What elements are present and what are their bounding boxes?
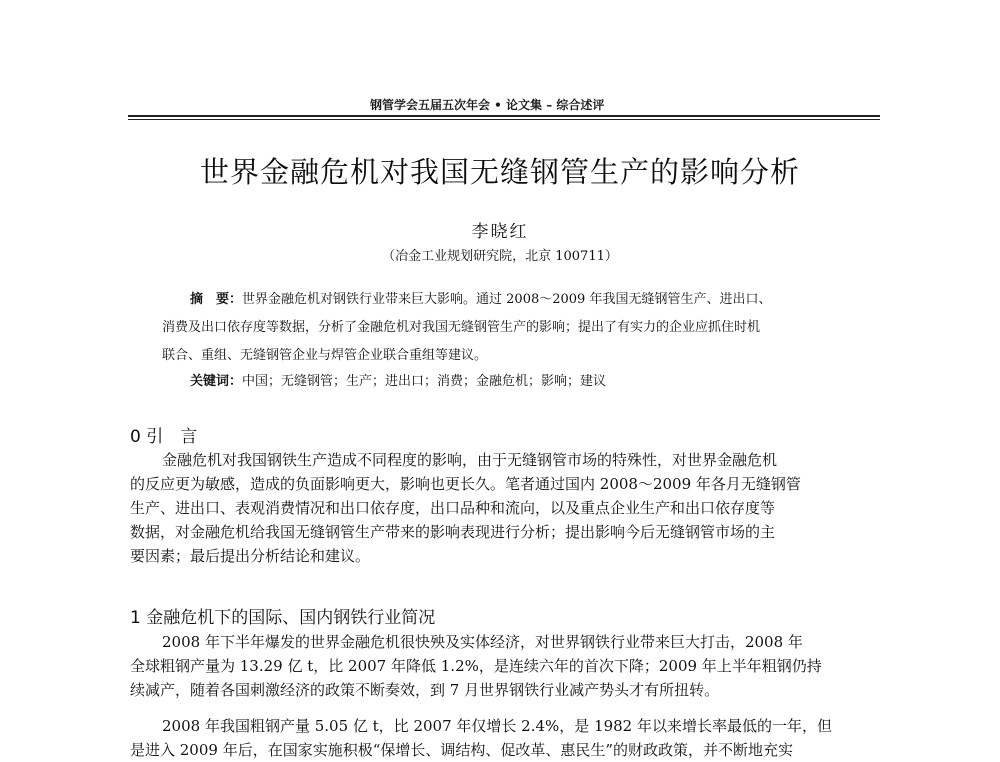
author-name: 李晓红 [471,222,529,242]
header-rule [128,115,880,117]
paragraph-line: 要因素；最后提出分析结论和建议。 [130,547,371,565]
author-affiliation: （冶金工业规划研究院，北京 100711） [382,249,618,264]
abstract [162,286,862,370]
running-header: 钢管学会五届五次年会 • 论文集 – 综合述评 [370,98,605,112]
paragraph-line: 2008 年我国粗钢产量 5.05 亿 t，比 2007 年仅增长 2.4%，是 1982 年以来增长率最低的一年，但 [162,717,832,735]
abstract-line [162,286,862,314]
section-heading-introduction: 0 引 言 [130,427,198,447]
section1-paragraph-2 [130,714,875,762]
paragraph-line: 全球粗钢产量为 13.29 亿 t，比 2007 年降低 1.2%，是连续六年的首次下降；2009 年上半年粗钢仍持 [130,657,822,675]
abstract-line: 联合、重组、无缝钢管企业与焊管企业联合重组等建议。 [162,348,488,363]
paper-title: 世界金融危机对我国无缝钢管生产的影响分析 [199,155,800,189]
paragraph-line: 数据，对金融危机给我国无缝钢管生产带来的影响表现进行分析；提出影响今后无缝钢管市场的主 [130,523,776,541]
paragraph-line: 2008 年下半年爆发的世界金融危机很快殃及实体经济，对世界钢铁行业带来巨大打击，2008 年 [162,633,803,651]
section-heading-1: 1 金融危机下的国际、国内钢铁行业简况 [130,608,436,628]
keywords-label: 关键词： [190,374,243,389]
paragraph-line: 金融危机对我国钢铁生产造成不同程度的影响，由于无缝钢管市场的特殊性，对世界金融危机 [162,451,778,469]
keywords-text: 中国；无缝钢管；生产；进出口；消费；金融危机；影响；建议 [242,374,607,389]
abstract-label: 摘 要： [190,292,243,307]
abstract-text: 世界金融危机对钢铁行业带来巨大影响。通过 2008～2009 年我国无缝钢管生产、进出口、 [242,292,772,307]
introduction-paragraph [130,448,875,568]
paragraph-line: 的反应更为敏感，造成的负面影响更大，影响也更长久。笔者通过国内 2008～2009 年各月无缝钢管 [130,475,801,493]
paragraph-line: 续减产，随着各国刺激经济的政策不断奏效，到 7 月世界钢铁行业减产势头才有所扭转。 [130,681,720,699]
paragraph-line: 是进入 2009 年后，在国家实施积极“保增长、调结构、促改革、惠民生”的财政政策，并不断地充实 [130,741,794,759]
header-rule-thin [128,119,880,120]
section1-paragraph-1 [130,630,875,702]
paragraph-line: 生产、进出口、表观消费情况和出口依存度，出口品种和流向，以及重点企业生产和出口依存度等 [130,499,776,517]
abstract-line: 消费及出口依存度等数据，分析了金融危机对我国无缝钢管生产的影响；提出了有实力的企业应抓住时机 [162,320,761,335]
keywords [190,370,870,389]
